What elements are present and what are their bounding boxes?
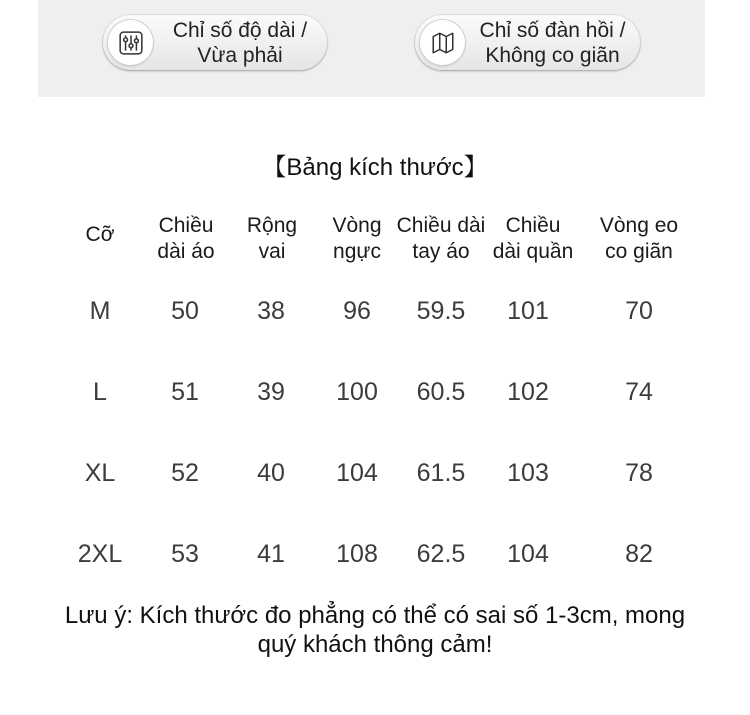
pants-length-cell: 102 [507, 378, 549, 406]
header-line: ngực [333, 240, 381, 263]
badge-line: Chỉ số độ dài / [172, 19, 308, 42]
pants-length-cell: 101 [507, 297, 549, 325]
chest-cell: 108 [336, 540, 378, 568]
waist-cell: 82 [625, 540, 653, 568]
badge-line: Không co giãn [485, 44, 620, 67]
length-index-text [161, 18, 319, 68]
waist-cell: 70 [625, 297, 653, 325]
waist-cell: 78 [625, 459, 653, 487]
shirt-length-cell: 51 [171, 378, 199, 406]
size-row-xl [0, 458, 750, 488]
header-line: Chiều [505, 214, 561, 237]
pants-length-cell: 103 [507, 459, 549, 487]
sliders-icon [108, 20, 153, 65]
header-line: dài áo [157, 240, 215, 263]
shoulder-width-cell: 39 [257, 378, 285, 406]
pants-length-cell: 104 [507, 540, 549, 568]
shoulder-width-cell: 38 [257, 297, 285, 325]
note-line: Lưu ý: Kích thước đo phẳng có thể có sai số 1-3cm, mong [64, 602, 686, 629]
header-line: tay áo [412, 240, 470, 263]
size-row-l [0, 377, 750, 407]
size-cell: L [93, 378, 107, 406]
shirt-length-cell: 53 [171, 540, 199, 568]
measurement-note [0, 601, 750, 659]
shirt-length-cell: 50 [171, 297, 199, 325]
header-pants-length [478, 213, 588, 265]
size-chart-title: 【Bảng kích thước】 [262, 154, 488, 181]
elasticity-index-badge [415, 15, 640, 70]
chest-cell: 96 [343, 297, 371, 325]
badge-line: Vừa phải [197, 44, 283, 67]
size-cell: 2XL [77, 540, 123, 568]
length-index-badge [103, 15, 327, 70]
header-line: Chiều dài [396, 214, 486, 237]
sleeve-length-cell: 61.5 [416, 459, 466, 487]
badge-line: Chỉ số đàn hồi / [479, 19, 626, 42]
sleeve-length-cell: 62.5 [416, 540, 466, 568]
size-cell: XL [84, 459, 116, 487]
header-line: vai [258, 240, 286, 263]
header-elastic-waist [584, 213, 694, 265]
chest-cell: 104 [336, 459, 378, 487]
shirt-length-cell: 52 [171, 459, 199, 487]
waist-cell: 74 [625, 378, 653, 406]
size-row-m [0, 296, 750, 326]
map-icon [420, 20, 465, 65]
header-line: Vòng [332, 214, 382, 237]
attribute-band [38, 0, 705, 97]
header-line: co giãn [605, 240, 673, 263]
sleeve-length-cell: 59.5 [416, 297, 466, 325]
elasticity-index-text [473, 18, 632, 68]
header-line: Chiều [158, 214, 214, 237]
size-row-2xl [0, 539, 750, 569]
shoulder-width-cell: 40 [257, 459, 285, 487]
size-cell: M [89, 297, 111, 325]
header-line: Rộng [246, 214, 298, 237]
header-line: Vòng eo [599, 214, 679, 237]
sleeve-length-cell: 60.5 [416, 378, 466, 406]
shoulder-width-cell: 41 [257, 540, 285, 568]
header-line: dài quần [492, 240, 574, 263]
note-line: quý khách thông cảm! [257, 631, 493, 658]
header-line: Cỡ [85, 223, 115, 246]
chest-cell: 100 [336, 378, 378, 406]
